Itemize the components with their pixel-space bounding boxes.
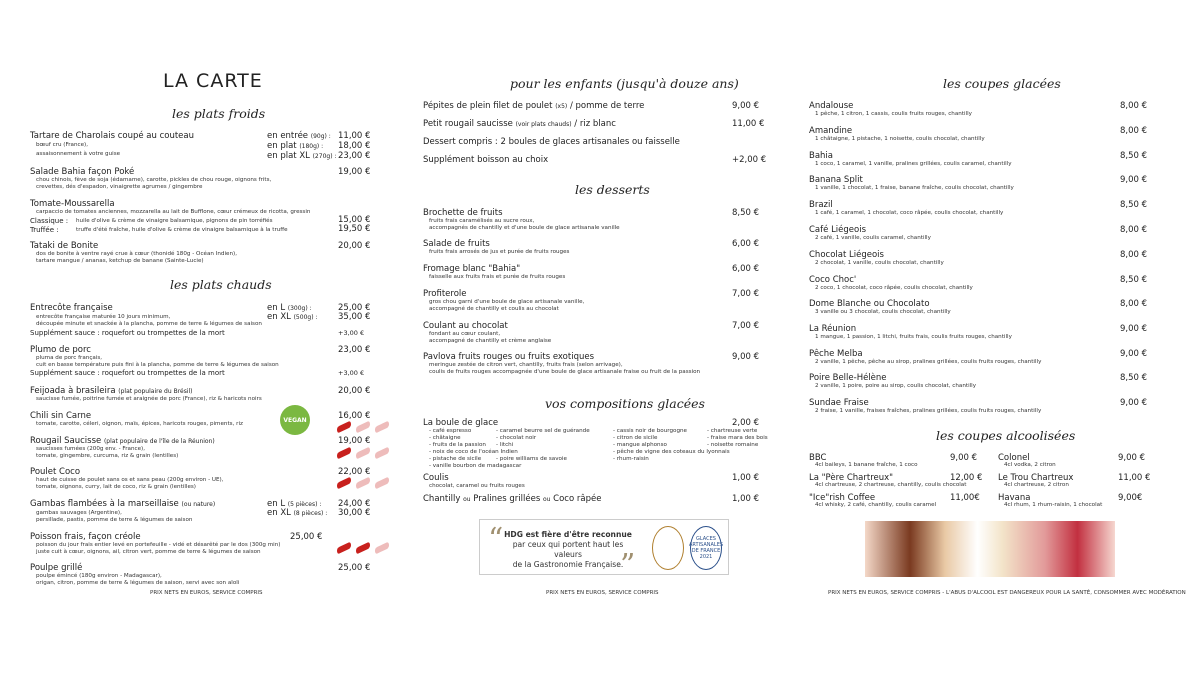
chili-pepper-icon (354, 421, 371, 433)
topping-name: Coco râpée (553, 494, 602, 504)
flavor-item: - rhum-raisin (613, 456, 649, 462)
dish-price: 8,50 € (1120, 151, 1148, 161)
dish-description: accompagnés de chantilly et d'une boule de glace artisanale vanille (429, 225, 620, 231)
flavor-item: - pêche de vigne des coteaux du lyonnais (613, 449, 730, 455)
dish-name: La "Père Chartreux" (809, 473, 894, 483)
dish-description: crevettes, dés d'espadon, vinaigrette agrumes / gingembre (36, 184, 203, 190)
chili-pepper-icon (354, 447, 371, 459)
dish-description: 2 coco, 1 chocolat, coco râpée, coulis chocolat, chantilly (815, 285, 973, 291)
dish-description: fruits frais arrosés de jus et purée de fruits rouges (429, 249, 570, 255)
dish-description: pluma de porc français, (36, 355, 103, 361)
chili-pepper-icon (335, 447, 352, 459)
dish-description: entrecôte française maturée 10 jours minimum, (36, 314, 171, 320)
size-weight: (90g) : (310, 133, 331, 140)
kids-menu-item: Supplément boisson au choix (423, 155, 549, 165)
dish-description: tartare mangue / ananas, ketchup de banane (Sainte-Lucie) (36, 258, 204, 264)
dish-description: poulpe émincé (180g environ - Madagascar), (36, 573, 162, 579)
dish-price: 23,00 € (338, 345, 371, 355)
dish-name: Colonel (998, 453, 1030, 463)
kids-item-text: Petit rougail saucisse (423, 119, 513, 129)
variant-description: huile d'olive & crème de vinaigre balsamique, pignons de pin torréfiés (76, 218, 273, 224)
section-heading-plats-chauds: les plats chauds (170, 277, 272, 292)
dish-price: 16,00 € (338, 411, 371, 421)
open-quote-icon: “ (488, 522, 504, 557)
size-name: en L (267, 499, 286, 509)
dish-name: Chili sin Carne (30, 411, 92, 421)
dish-description: poisson du jour frais entier levé en portefeuille - vidé et désarêté par le dos (300g min) (36, 542, 281, 548)
supplement-text: Supplément sauce : roquefort ou trompettes de la mort (30, 369, 225, 377)
section-heading-desserts: les desserts (575, 182, 650, 197)
dish-name: Salade de fruits (423, 239, 490, 249)
section-heading-enfants: pour les enfants (jusqu'à douze ans) (510, 76, 739, 91)
dish-description: chou chinois, fève de soja (édamame), carotte, pickles de chou rouge, oignons frits, (36, 177, 272, 183)
dish-name: BBC (809, 453, 827, 463)
dish-description: saucisse fumée, poitrine fumée et araignée de porc (France), riz & haricots noirs (36, 396, 262, 402)
dish-price: 8,00 € (1120, 299, 1148, 309)
chili-pepper-icon (373, 477, 390, 489)
dish-description: assaisonnement à votre guise (36, 151, 121, 157)
hdg-line: par ceux qui portent haut les valeurs (512, 540, 624, 559)
dish-name: Plumo de porc (30, 345, 91, 355)
dish-price: 18,00 € (338, 141, 371, 151)
size-weight: (8 pièces) : (293, 510, 328, 517)
flavor-item: - poire williams de savoie (496, 456, 567, 462)
topping-separator: ou (542, 496, 551, 503)
dish-description: 1 pêche, 1 citron, 1 cassis, coulis fruits rouges, chantilly (815, 111, 972, 117)
dish-description: 4cl chartreuse, 2 citron (1004, 482, 1069, 488)
flavor-item: - fraise mara des bois (707, 435, 768, 441)
footer-note: PRIX NETS EN EUROS, SERVICE COMPRIS (546, 590, 659, 596)
kids-item-note: (voir plats chauds) (515, 121, 572, 128)
dish-name: La Réunion (809, 324, 857, 334)
kids-menu-item (423, 101, 644, 112)
dish-price: 11,00€ (950, 493, 980, 503)
flavor-item: - citron de sicile (613, 435, 658, 441)
dish-description: saucisses fumées (200g env. - France), (36, 446, 145, 452)
dish-price: 30,00 € (338, 508, 371, 518)
dish-name: Entrecôte française (30, 303, 113, 313)
flavor-item: - fruits de la passion (429, 442, 486, 448)
dish-price: 12,00 € (950, 473, 983, 483)
dish-name: Coco Choc' (809, 275, 857, 285)
dish-price: 23,00 € (338, 151, 371, 161)
variant-label: Classique : (30, 217, 69, 225)
dish-name: Poire Belle-Hélène (809, 373, 887, 383)
chili-pepper-icon (354, 542, 371, 554)
dish-price: 9,00 € (1120, 175, 1148, 185)
dish-description: 3 vanille ou 3 chocolat, coulis chocolat, chantilly (815, 309, 951, 315)
dish-price: 9,00 € (1120, 349, 1148, 359)
dish-description: persillade, pastis, pomme de terre & légumes de saison (36, 517, 193, 523)
kids-menu-item (423, 119, 616, 130)
ice-cream-photo (865, 521, 1115, 577)
dish-description: 1 coco, 1 caramel, 1 vanille, pralines grillées, coulis caramel, chantilly (815, 161, 1012, 167)
dish-description: fondant au cœur coulant, (429, 331, 501, 337)
dish-name: Havana (998, 493, 1031, 503)
chili-pepper-icon (373, 421, 390, 433)
dish-description: 4cl rhum, 1 rhum-raisin, 1 chocolat (1004, 502, 1103, 508)
dish-price: 11,00 € (732, 119, 765, 129)
dish-description: meringue zestée de citron vert, chantilly, fruits frais (selon arrivage), (429, 362, 623, 368)
dish-name: Poulpe grillé (30, 563, 83, 573)
size-label (267, 141, 323, 151)
dish-name: Brazil (809, 200, 833, 210)
dish-description: chocolat, caramel ou fruits rouges (429, 483, 525, 489)
dish-description: 4cl chartreuse, 2 chartreuse, chantilly, coulis chocolat (815, 482, 967, 488)
dish-price: 25,00 € (338, 303, 371, 313)
glaces-artisanales-seal-icon: GLACES ARTISANALES DE FRANCE 2021 (690, 526, 722, 570)
flavor-item: - pistache de sicile (429, 456, 482, 462)
dish-price: 11,00 € (1118, 473, 1151, 483)
dish-description: 4cl vodka, 2 citron (1004, 462, 1056, 468)
dish-description: 2 chocolat, 1 vanille, coulis chocolat, chantilly (815, 260, 944, 266)
kids-item-text: / pomme de terre (569, 101, 645, 111)
dish-description: dos de bonite à ventre rayé crue à cœur (thonidé 180g - Océan Indien), (36, 251, 237, 257)
dish-price: 8,00 € (1120, 101, 1148, 111)
dish-name: Pêche Melba (809, 349, 863, 359)
size-label (267, 131, 331, 141)
dish-price: 25,00 € (290, 532, 323, 542)
dish-name: Pavlova fruits rouges ou fruits exotiques (423, 352, 595, 362)
dish-name: Sundae Fraise (809, 398, 869, 408)
dish-name: Fromage blanc "Bahia" (423, 264, 521, 274)
dish-name: Coulis (423, 473, 449, 483)
dish-description: tomate, gingembre, curcuma, riz & grain (lentilles) (36, 453, 179, 459)
size-name: en L (267, 303, 286, 313)
menu-column-left (0, 0, 400, 675)
dish-description: accompagné de chantilly et coulis au chocolat (429, 306, 559, 312)
dish-price: 8,50 € (1120, 373, 1148, 383)
dish-note: (plat populaire de l'île de la Réunion) (103, 438, 215, 445)
chili-pepper-icon (373, 447, 390, 459)
dish-description: faisselle aux fruits frais et purée de fruits rouges (429, 274, 566, 280)
dish-description: 1 châtaigne, 1 pistache, 1 noisette, coulis chocolat, chantilly (815, 136, 985, 142)
footer-note: PRIX NETS EN EUROS, SERVICE COMPRIS - L'ABUS D'ALCOOL EST DANGEREUX POUR LA SANTÉ, CONSOMMER AVEC MODÉRATION (828, 590, 1186, 596)
hdg-recognition-box (479, 519, 729, 583)
chili-pepper-icon (335, 421, 352, 433)
dish-price: 6,00 € (732, 239, 760, 249)
hdg-line: de la Gastronomie Française. (512, 560, 624, 569)
dish-note: (ou nature) (181, 501, 216, 508)
dish-description: gros chou garni d'une boule de glace artisanale vanille, (429, 299, 585, 305)
topping-separator: ou (463, 496, 471, 503)
dish-price: 8,00 € (1120, 250, 1148, 260)
dish-name: Tartare de Charolais coupé au couteau (30, 131, 195, 141)
size-weight: (300g) : (287, 305, 312, 312)
dish-description: 2 fraise, 1 vanille, fraises fraîches, pralines grillées, coulis fruits rouges, chantilly (815, 408, 1042, 414)
size-weight: (500g) : (293, 314, 318, 321)
kids-item-text: / riz blanc (574, 119, 616, 129)
dish-description: 4cl whisky, 2 café, chantilly, coulis caramel (815, 502, 937, 508)
chili-pepper-icon (335, 477, 352, 489)
dish-name: Profiterole (423, 289, 467, 299)
dish-description: 2 vanille, 1 pêche, pêche au sirop, pralines grillées, coulis fruits rouges, chantilly (815, 359, 1042, 365)
section-heading-coupes-glacees: les coupes glacées (943, 76, 1061, 91)
section-heading-plats-froids: les plats froids (172, 106, 266, 121)
dish-price: 9,00 € (732, 101, 760, 111)
dish-price: 8,50 € (1120, 275, 1148, 285)
dish-note: (plat populaire du Brésil) (118, 388, 193, 395)
dish-description: 2 café, 1 vanille, coulis caramel, chantilly (815, 235, 931, 241)
dish-title: Feijoada à brasileira (30, 386, 116, 396)
dish-description: tomate, oignons, curry, lait de coco, riz & grain (lentilles) (36, 484, 196, 490)
dish-name: Dome Blanche ou Chocolato (809, 299, 930, 309)
size-name: en XL (267, 312, 291, 322)
page-title: LA CARTE (163, 70, 263, 92)
dish-name: Amandine (809, 126, 853, 136)
dish-name: Brochette de fruits (423, 208, 503, 218)
dish-price: 8,00 € (1120, 225, 1148, 235)
dish-price: 9,00 € (1120, 398, 1148, 408)
chili-pepper-icon (354, 477, 371, 489)
dish-price: 25,00 € (338, 563, 371, 573)
dish-name: Coulant au chocolat (423, 321, 508, 331)
dish-price: 1,00 € (732, 494, 760, 504)
dish-description: 2 vanille, 1 poire, poire au sirop, coulis chocolat, chantilly (815, 383, 977, 389)
dish-description: gambas sauvages (Argentine), (36, 510, 122, 516)
flavor-item: - noix de coco de l'océan Indien (429, 449, 518, 455)
dish-name: Café Liégeois (809, 225, 867, 235)
supplement-price: +3,00 € (338, 369, 365, 377)
dish-price: 7,00 € (732, 289, 760, 299)
dish-description: origan, citron, pomme de terre & légumes de saison, servi avec son aïoli (36, 580, 240, 586)
variant-description: truffe d'été fraîche, huile d'olive & crème de vinaigre balsamique à la truffe (76, 227, 288, 233)
dish-name: La boule de glace (423, 418, 499, 428)
size-name: en entrée (267, 131, 309, 141)
dish-price: 19,00 € (338, 436, 371, 446)
dish-name: Banana Split (809, 175, 863, 185)
size-label (267, 312, 317, 322)
dish-name: Poisson frais, façon créole (30, 532, 141, 542)
dish-name: Salade Bahia façon Poké (30, 167, 135, 177)
flavor-item: - caramel beurre sel de guérande (496, 428, 590, 434)
dish-price: 19,00 € (338, 167, 371, 177)
dish-description: cuit en basse température puis fini à la plancha, pomme de terre & légumes de saison (36, 362, 279, 368)
dish-name: Andalouse (809, 101, 854, 111)
topping-name: Chantilly (423, 494, 461, 504)
size-label (267, 508, 327, 518)
dish-name: "Ice"rish Coffee (809, 493, 876, 503)
dish-price: 8,00 € (1120, 126, 1148, 136)
flavor-item: - chocolat noir (496, 435, 537, 441)
flavor-item: - mangue alphonso (613, 442, 667, 448)
dish-name: Poulet Coco (30, 467, 81, 477)
dish-price: 9,00 € (950, 453, 978, 463)
dish-price: 9,00 € (1120, 324, 1148, 334)
dish-description: 1 mangue, 1 passion, 1 litchi, fruits frais, coulis fruits rouges, chantilly (815, 334, 1012, 340)
size-name: en plat XL (267, 151, 310, 161)
dish-price: 8,50 € (1120, 200, 1148, 210)
dish-description: 4cl baileys, 1 banane fraîche, 1 coco (815, 462, 918, 468)
vegan-badge-icon: VEGAN (280, 405, 310, 435)
dish-price: 15,00 € (338, 215, 371, 225)
dish-description: fruits frais caramélisés au sucre roux, (429, 218, 535, 224)
dish-description: tomate, carotte, céleri, oignon, maïs, épices, haricots rouges, piments, riz (36, 421, 243, 427)
size-label (267, 151, 336, 161)
hdg-text (502, 530, 634, 570)
footer-note: PRIX NETS EN EUROS, SERVICE COMPRIS (150, 590, 263, 596)
flavor-item: - vanille bourbon de madagascar (429, 463, 522, 469)
dish-description: bœuf cru (France), (36, 142, 89, 148)
topping-line (423, 494, 601, 505)
kids-item-note: (x5) (555, 103, 568, 110)
dish-name: Le Trou Chartreux (998, 473, 1074, 483)
kids-menu-item: Dessert compris : 2 boules de glaces artisanales ou faisselle (423, 137, 680, 147)
flavor-item: - noisette romaine (707, 442, 759, 448)
dish-description: juste cuit à cœur, oignons, ail, citron vert, pomme de terre & légumes de saison (36, 549, 261, 555)
variant-label: Truffée : (30, 226, 59, 234)
dish-price: 2,00 € (732, 418, 760, 428)
dish-description: coulis de fruits rouges accompagnée d'une boule de glace artisanale fraise ou fruit de la passion (429, 369, 701, 375)
dish-price: 9,00 € (1118, 453, 1146, 463)
dish-price: +2,00 € (732, 155, 767, 165)
dish-name (30, 499, 215, 510)
flavor-item: - cassis noir de bourgogne (613, 428, 687, 434)
dish-description: découpée minute et snackée à la plancha, pomme de terre & légumes de saison (36, 321, 262, 327)
dish-description: accompagné de chantilly et crème anglaise (429, 338, 552, 344)
flavor-item: - litchi (496, 442, 514, 448)
dish-price: 35,00 € (338, 312, 371, 322)
kids-item-text: Pépites de plein filet de poulet (423, 101, 553, 111)
chili-pepper-icon (335, 542, 352, 554)
close-quote-icon: ” (620, 548, 636, 583)
dish-price: 8,50 € (732, 208, 760, 218)
dish-name: Tomate-Moussarella (30, 199, 115, 209)
chili-pepper-icon (373, 542, 390, 554)
dish-name: Tataki de Bonite (30, 241, 99, 251)
flavor-item: - châtaigne (429, 435, 461, 441)
flavor-item: - café espresso (429, 428, 472, 434)
size-name: en plat (267, 141, 297, 151)
flavor-item: - chartreuse verte (707, 428, 758, 434)
size-weight: (5 pièces) : (287, 501, 322, 508)
dish-price: 6,00 € (732, 264, 760, 274)
dish-name: Bahia (809, 151, 833, 161)
dish-description: haut de cuisse de poulet sans os et sans peau (200g environ - UE), (36, 477, 224, 483)
size-name: en XL (267, 508, 291, 518)
dish-price: 19,50 € (338, 224, 371, 234)
dish-price: 9,00 € (732, 352, 760, 362)
dish-price: 20,00 € (338, 386, 371, 396)
dish-description: 1 vanille, 1 chocolat, 1 fraise, banane fraîche, coulis chocolat, chantilly (815, 185, 1014, 191)
dish-price: 11,00 € (338, 131, 371, 141)
supplement-text: Supplément sauce : roquefort ou trompettes de la mort (30, 329, 225, 337)
dish-description: carpaccio de tomates anciennes, mozzarella au lait de Bufflone, cœur crémeux de ricotta, gressin (36, 209, 311, 215)
dish-name: Chocolat Liégeois (809, 250, 884, 260)
supplement-price: +3,00 € (338, 329, 365, 337)
dish-description: 1 café, 1 caramel, 1 chocolat, coco râpée, coulis chocolat, chantilly (815, 210, 1004, 216)
hdg-line: HDG est fière d'être reconnue (504, 530, 632, 539)
dish-price: 9,00€ (1118, 493, 1143, 503)
dish-title: Rougail Saucisse (30, 436, 102, 446)
size-weight: (180g) : (299, 143, 324, 150)
dish-title: Gambas flambées à la marseillaise (30, 499, 179, 509)
dish-price: 7,00 € (732, 321, 760, 331)
dish-price: 20,00 € (338, 241, 371, 251)
size-weight: (270g) : (312, 153, 337, 160)
dish-price: 24,00 € (338, 499, 371, 509)
dish-price: 22,00 € (338, 467, 371, 477)
topping-name: Pralines grillées (473, 494, 541, 504)
section-heading-compositions: vos compositions glacées (545, 396, 705, 411)
dish-price: 1,00 € (732, 473, 760, 483)
section-heading-coupes-alcoolisees: les coupes alcoolisées (936, 428, 1076, 443)
gastronomy-seal-icon (652, 526, 684, 570)
